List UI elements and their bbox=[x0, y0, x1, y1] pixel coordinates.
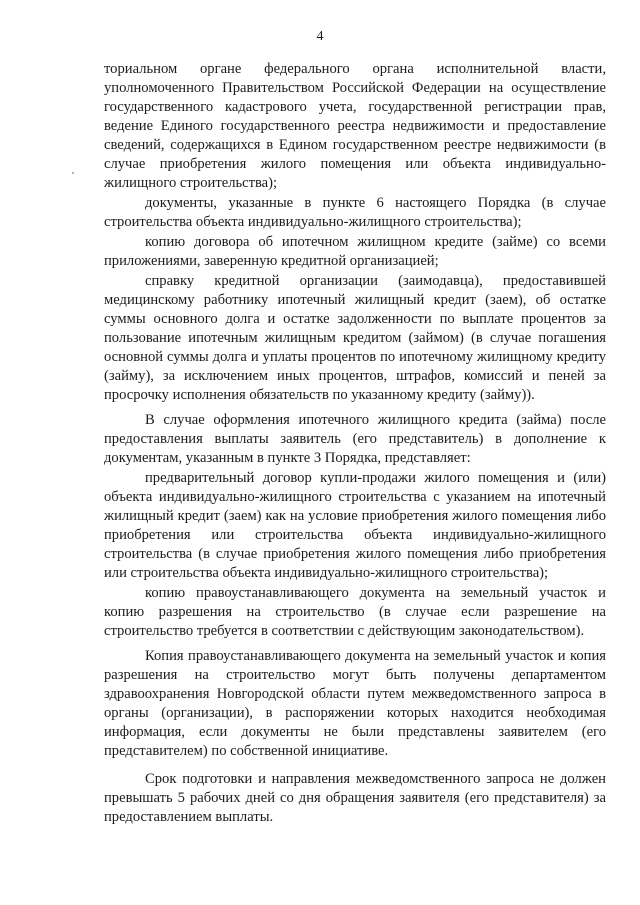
paragraph-bank-certificate: справку кредитной организации (заимодавца), предоставившей медицинскому работнику ипотечный жилищный кредит (заем), об остатке суммы основного долга и остатке задолженности по выплате процентов за пользование ипотечным жилищным кредитом (займом) (в случае погашения основной суммы долга и уплаты процентов по ипотечному жилищному кредиту (займу), за исключением иных процентов, штрафов, комиссий и пеней за просрочку исполнения обязательств по указанному кредиту (займу)). bbox=[104, 273, 606, 403]
document-body bbox=[104, 60, 606, 827]
paragraph-documents-item-6: документы, указанные в пункте 6 настоящего Порядка (в случае строительства объекта индивидуально-жилищного строительства); bbox=[104, 195, 606, 230]
page-number: 4 bbox=[316, 29, 324, 44]
paragraph-preliminary-contract: предварительный договор купли-продажи жилого помещения и (или) объекта индивидуально-жилищного строительства с указанием на ипотечный жилищный кредит (заем) как на условие приобретения жилого помещения либо приобретения или строительства объекта индивидуально-жилищного строительства (в случае приобретения жилого помещения либо приобретения или строительства объекта индивидуально-жилищного строительства); bbox=[104, 470, 606, 581]
paragraph-land-title-copy: копию правоустанавливающего документа на земельный участок и копию разрешения на строительство (в случае если разрешение на строительство требуется в соответствии с действующим законодательством). bbox=[104, 585, 606, 639]
paragraph-request-deadline: Срок подготовки и направления межведомственного запроса не должен превышать 5 рабочих дней со дня обращения заявителя (его представителя) за предоставлением выплаты. bbox=[104, 771, 606, 825]
paragraph-mortgage-contract-copy: копию договора об ипотечном жилищном кредите (займе) со всеми приложениями, заверенную кредитной организацией; bbox=[104, 234, 606, 269]
scan-speck bbox=[72, 172, 74, 174]
paragraph-interagency-request: Копия правоустанавливающего документа на земельный участок и копия разрешения на строительство могут быть получены департаментом здравоохранения Новгородской области путем межведомственного запроса в органы (организации), в распоряжении которых находится необходимая информация, если документы не были представлены заявителем (его представителем) по собственной инициативе. bbox=[104, 648, 606, 759]
paragraph-continuation: ториальном органе федерального органа исполнительной власти, уполномоченного Правительством Российской Федерации на осуществление государственного кадастрового учета, государственной регистрации прав, ведение Единого государственного реестра недвижимости и предоставление сведений, содержащихся в Едином государственном реестре недвижимости (в случае приобретения жилого помещения или объекта индивидуально-жилищного строительства); bbox=[104, 61, 606, 191]
paragraph-mortgage-after-payment: В случае оформления ипотечного жилищного кредита (займа) после предоставления выплаты заявитель (его представитель) в дополнение к документам, указанным в пункте 3 Порядка, представляет: bbox=[104, 412, 606, 466]
